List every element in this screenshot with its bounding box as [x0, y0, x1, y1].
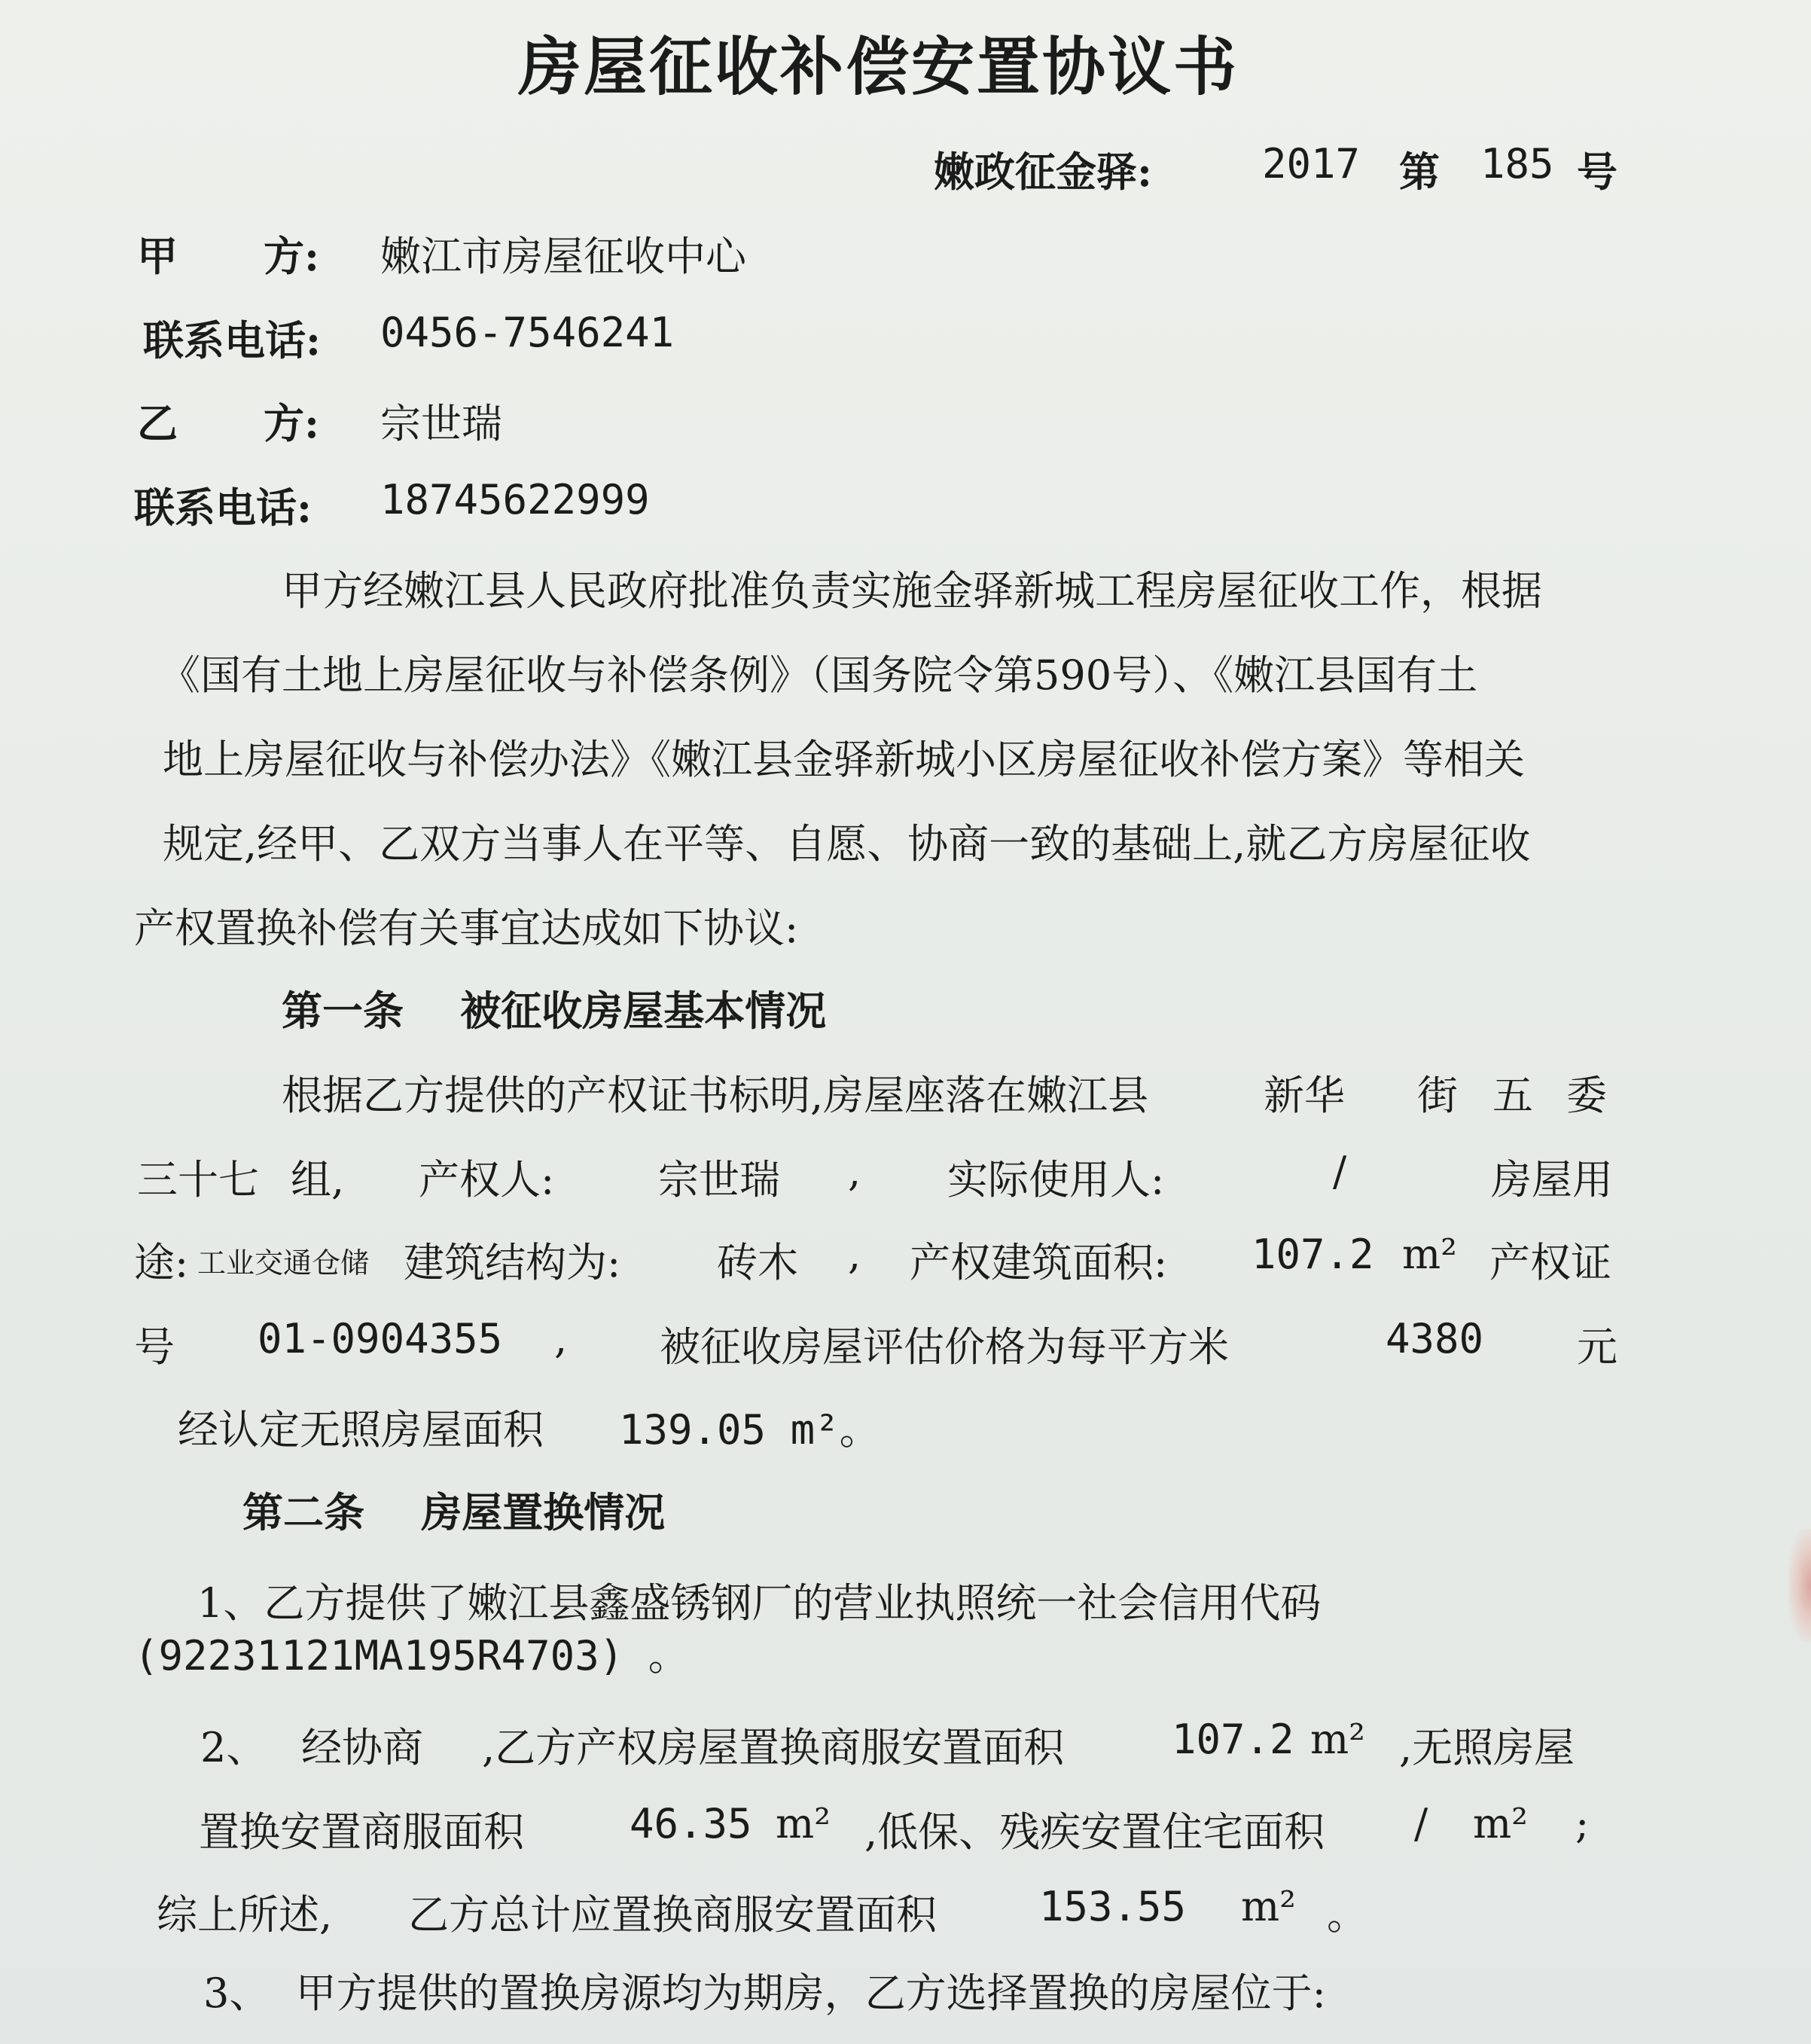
art2-item-1-line-2: (92231121MA195R4703) 。 — [134, 1632, 689, 1679]
article-1-heading: 第一条 被征收房屋基本情况 — [282, 987, 827, 1035]
preamble-line-3: 地上房屋征收与补偿办法》《嫩江县金驿新城小区房屋征收补偿方案》等相关 — [163, 736, 1525, 783]
art2-licensed-area-label: ,乙方产权房屋置换商服安置面积 — [482, 1724, 1065, 1771]
art2-negotiation: 经协商 — [301, 1724, 423, 1771]
art1-committee-label: 委 — [1566, 1072, 1607, 1119]
art1-price-value: 4380 — [1386, 1315, 1484, 1362]
art1-user-value: / — [1333, 1148, 1347, 1195]
art2-total-label: 乙方总计应置换商服安置面积 — [408, 1891, 937, 1939]
art1-area-unit: m² — [1402, 1231, 1457, 1278]
party-b-label-2: 方: — [264, 399, 319, 447]
art1-price-label: 被征收房屋评估价格为每平方米 — [660, 1323, 1229, 1371]
art2-item-3: 3、 甲方提供的置换房源均为期房，乙方选择置换的房屋位于: — [203, 1969, 1326, 2017]
art2-total-unit: m² — [1241, 1883, 1296, 1930]
preamble-line-4: 规定,经甲、乙双方当事人在平等、自愿、协商一致的基础上,就乙方房屋征收 — [163, 820, 1531, 868]
art1-comma-1: , — [848, 1148, 861, 1195]
art1-usage-label-1: 房屋用 — [1491, 1156, 1613, 1204]
art1-unlicensed-label: 经认定无照房屋面积 — [178, 1406, 544, 1454]
art2-total-value: 153.55 — [1039, 1883, 1187, 1930]
art2-summary-label: 综上所述, — [157, 1891, 333, 1939]
art1-unlicensed-area: 139.05 m²。 — [619, 1406, 880, 1454]
art1-area-label: 产权建筑面积: — [910, 1239, 1168, 1286]
party-a-label-2: 方: — [264, 232, 319, 280]
document-title: 房屋征收补偿安置协议书 — [518, 29, 1239, 104]
art1-street-label: 街 — [1417, 1072, 1458, 1119]
art1-location-text: 根据乙方提供的产权证书标明,房屋座落在嫩江县 — [282, 1072, 1149, 1119]
art1-cert-label-1: 产权证 — [1489, 1239, 1611, 1286]
art1-comma-3: , — [554, 1315, 568, 1362]
art1-user-label: 实际使用人: — [947, 1156, 1165, 1204]
art2-item-2-number: 2、 — [200, 1724, 267, 1771]
party-a-phone: 0456-7546241 — [380, 309, 675, 356]
art1-price-unit: 元 — [1577, 1323, 1617, 1371]
art1-usage-label-2: 途: — [134, 1239, 189, 1286]
doc-no-di: 第 — [1399, 148, 1440, 196]
art2-item-1-line-1: 1、乙方提供了嫩江县鑫盛锈钢厂的营业执照统一社会信用代码 — [197, 1579, 1322, 1627]
art2-semicolon: ; — [1575, 1800, 1590, 1847]
party-b-label-1: 乙 — [137, 399, 178, 447]
art1-owner-name: 宗世瑞 — [658, 1156, 780, 1204]
art1-area-value: 107.2 — [1252, 1231, 1374, 1278]
art1-usage-value: 工业交通仓储 — [197, 1246, 370, 1280]
art2-unlicensed-label-1: ,无照房屋 — [1399, 1724, 1575, 1771]
art1-structure-value: 砖木 — [717, 1239, 798, 1286]
preamble-line-5: 产权置换补偿有关事宜达成如下协议: — [134, 905, 799, 952]
doc-no-year: 2017 — [1262, 140, 1361, 188]
art2-welfare-unit: m² — [1473, 1800, 1528, 1847]
preamble-line-2: 《国有土地上房屋征收与补偿条例》（国务院令第590号）、《嫩江县国有土 — [160, 651, 1478, 699]
art1-street-name: 新华 — [1264, 1072, 1345, 1119]
paper-stain — [1788, 1529, 1811, 1642]
art2-welfare-label: ,低保、残疾安置住宅面积 — [864, 1808, 1325, 1856]
doc-no-number: 185 — [1480, 140, 1554, 188]
party-a-name: 嫩江市房屋征收中心 — [380, 233, 746, 280]
art1-cert-number: 01-0904355 — [258, 1315, 503, 1362]
party-b-phone: 18745622999 — [380, 476, 650, 523]
art1-structure-label: 建筑结构为: — [404, 1239, 621, 1286]
preamble-line-1: 甲方经嫩江县人民政府批准负责实施金驿新城工程房屋征收工作，根据 — [282, 567, 1542, 615]
party-b-name: 宗世瑞 — [380, 400, 502, 447]
art1-committee-no: 五 — [1492, 1072, 1533, 1119]
art1-group-label: 组, — [291, 1156, 345, 1204]
art2-unlicensed-label-2: 置换安置商服面积 — [199, 1808, 524, 1856]
article-2-heading: 第二条 房屋置换情况 — [242, 1488, 666, 1536]
party-b-phone-label: 联系电话: — [134, 484, 312, 532]
art2-welfare-value: / — [1414, 1800, 1428, 1847]
art2-unlicensed-area-unit: m² — [776, 1800, 831, 1847]
art2-licensed-area-value: 107.2 — [1172, 1716, 1294, 1763]
doc-no-prefix: 嫩政征金驿: — [934, 148, 1152, 196]
art2-licensed-area-unit: m² — [1310, 1716, 1365, 1763]
art1-comma-2: , — [848, 1231, 861, 1278]
art1-group-no: 三十七 — [137, 1156, 259, 1204]
art2-period: 。 — [1327, 1891, 1367, 1939]
party-a-label-1: 甲 — [137, 232, 178, 280]
art1-owner-label: 产权人: — [419, 1156, 555, 1204]
art1-cert-label-2: 号 — [134, 1323, 175, 1371]
doc-no-hao: 号 — [1577, 148, 1617, 196]
party-a-phone-label: 联系电话: — [143, 316, 321, 365]
art2-unlicensed-area-value: 46.35 — [630, 1800, 752, 1847]
